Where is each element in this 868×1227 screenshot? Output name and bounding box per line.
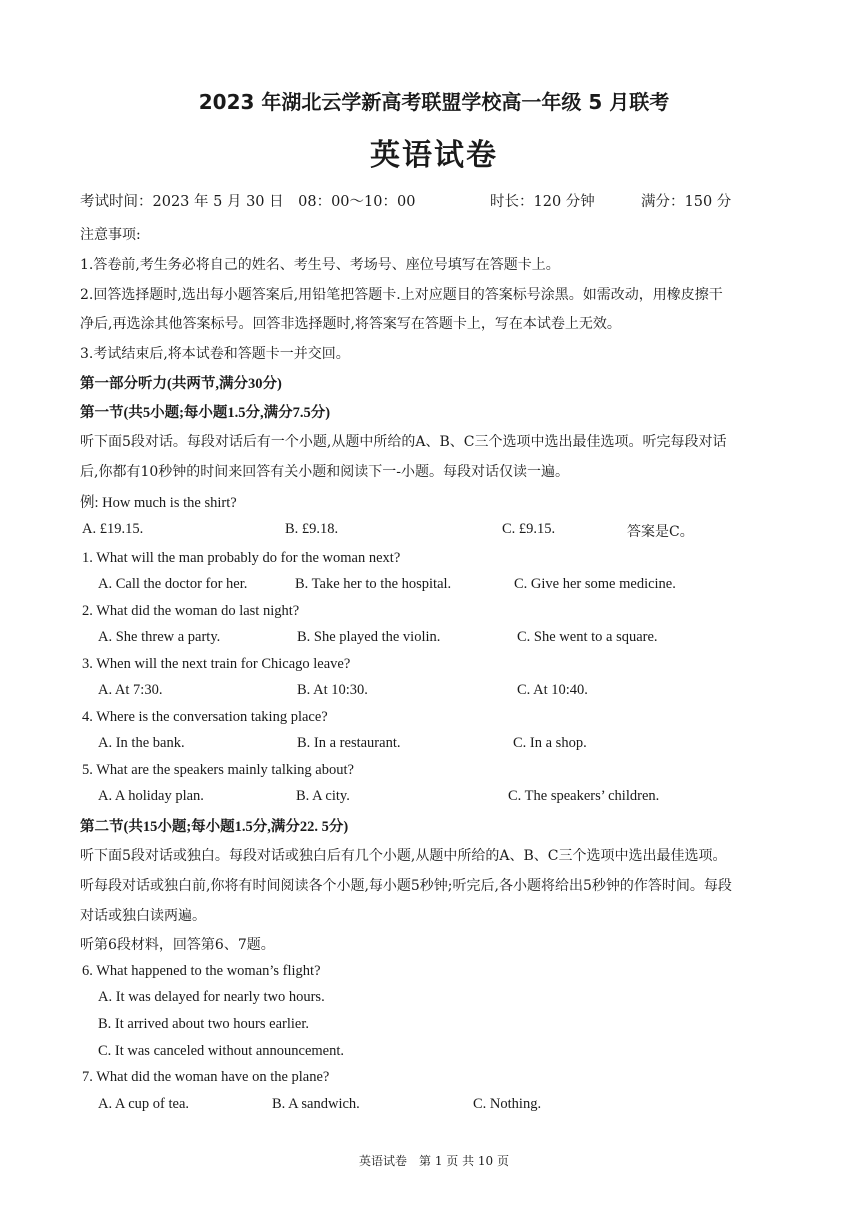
note-2a: 2.回答选择题时,选出每小题答案后,用铅笔把答题卡.上对应题目的答案标号涂黑。如需改动，用橡皮擦干 xyxy=(80,287,723,303)
example-question: 例: How much is the shirt? xyxy=(80,495,237,511)
exam-title: 2023 年湖北云学新高考联盟学校高一年级 5 月联考 xyxy=(198,90,670,114)
q1-option-c: C. Give her some medicine. xyxy=(514,576,676,592)
material-6-heading: 听第6段材料，回答第6、7题。 xyxy=(80,937,275,953)
question-2: 2. What did the woman do last night? xyxy=(82,603,300,619)
exam-score: 满分：150 分 xyxy=(641,194,732,210)
section1-instruction-b: 后,你都有10秒钟的时间来回答有关小题和阅读下一-小题。每段对话仅读一遍。 xyxy=(80,464,569,480)
exam-time: 考试时间：2023 年 5 月 30 日 08：00～10：00 xyxy=(80,194,416,210)
q7-option-b: B. A sandwich. xyxy=(272,1096,360,1112)
q7-option-a: A. A cup of tea. xyxy=(98,1096,190,1112)
example-option-a: A. £19.15. xyxy=(82,521,144,537)
section1-heading: 第一节(共5小题;每小题1.5分,满分7.5分) xyxy=(80,405,331,421)
q3-option-b: B. At 10:30. xyxy=(297,682,368,698)
note-1: 1.答卷前,考生务必将自己的姓名、考生号、考场号、座位号填写在答题卡上。 xyxy=(80,257,560,273)
section1-instruction-a: 听下面5段对话。每段对话后有一个小题,从题中所给的A、B、C三个选项中选出最佳选项。听完每段对话 xyxy=(80,434,727,450)
part1-heading: 第一部分听力(共两节,满分30分) xyxy=(80,376,282,392)
example-answer: 答案是C。 xyxy=(627,524,694,540)
q3-option-c: C. At 10:40. xyxy=(517,682,588,698)
q5-option-c: C. The speakers’ children. xyxy=(508,788,660,804)
q6-option-a: A. It was delayed for nearly two hours. xyxy=(98,989,325,1005)
q7-option-c: C. Nothing. xyxy=(473,1096,542,1112)
example-option-c: C. £9.15. xyxy=(502,521,556,537)
q4-option-c: C. In a shop. xyxy=(513,735,587,751)
q2-option-a: A. She threw a party. xyxy=(98,629,221,645)
question-3: 3. When will the next train for Chicago leave? xyxy=(82,656,351,672)
question-4: 4. Where is the conversation taking place? xyxy=(82,709,328,725)
q2-option-c: C. She went to a square. xyxy=(517,629,658,645)
note-3: 3.考试结束后,将本试卷和答题卡一并交回。 xyxy=(80,346,350,362)
q1-option-a: A. Call the doctor for her. xyxy=(98,576,248,592)
q6-option-b: B. It arrived about two hours earlier. xyxy=(98,1016,309,1032)
q1-option-b: B. Take her to the hospital. xyxy=(295,576,452,592)
q5-option-a: A. A holiday plan. xyxy=(98,788,204,804)
q2-option-b: B. She played the violin. xyxy=(297,629,441,645)
q5-option-b: B. A city. xyxy=(296,788,350,804)
example-option-b: B. £9.18. xyxy=(285,521,339,537)
note-2b: 净后,再选涂其他答案标号。回答非选择题时,将答案写在答题卡上，写在本试卷上无效。 xyxy=(80,316,621,332)
question-1: 1. What will the man probably do for the woman next? xyxy=(82,550,401,566)
q6-option-c: C. It was canceled without announcement. xyxy=(98,1043,345,1059)
section2-instruction-b: 听每段对话或独白前,你将有时间阅读各个小题,每小题5秒钟;听完后,各小题将给出5秒钟的作答时间。每段 xyxy=(80,878,732,894)
section2-instruction-c: 对话或独白读两遍。 xyxy=(80,908,206,924)
q4-option-b: B. In a restaurant. xyxy=(297,735,401,751)
notes-heading: 注意事项: xyxy=(80,227,141,243)
question-7: 7. What did the woman have on the plane? xyxy=(82,1069,330,1085)
section2-instruction-a: 听下面5段对话或独白。每段对话或独白后有几个小题,从题中所给的A、B、C三个选项中选出最佳选项。 xyxy=(80,848,727,864)
question-5: 5. What are the speakers mainly talking about? xyxy=(82,762,354,778)
exam-duration: 时长：120 分钟 xyxy=(490,194,595,210)
q4-option-a: A. In the bank. xyxy=(98,735,185,751)
page-footer: 英语试卷 第 1 页 共 10 页 xyxy=(359,1154,509,1168)
question-6: 6. What happened to the woman’s flight? xyxy=(82,963,321,979)
subject-title: 英语试卷 xyxy=(370,138,498,173)
q3-option-a: A. At 7:30. xyxy=(98,682,163,698)
section2-heading: 第二节(共15小题;每小题1.5分,满分22. 5分) xyxy=(80,819,349,835)
